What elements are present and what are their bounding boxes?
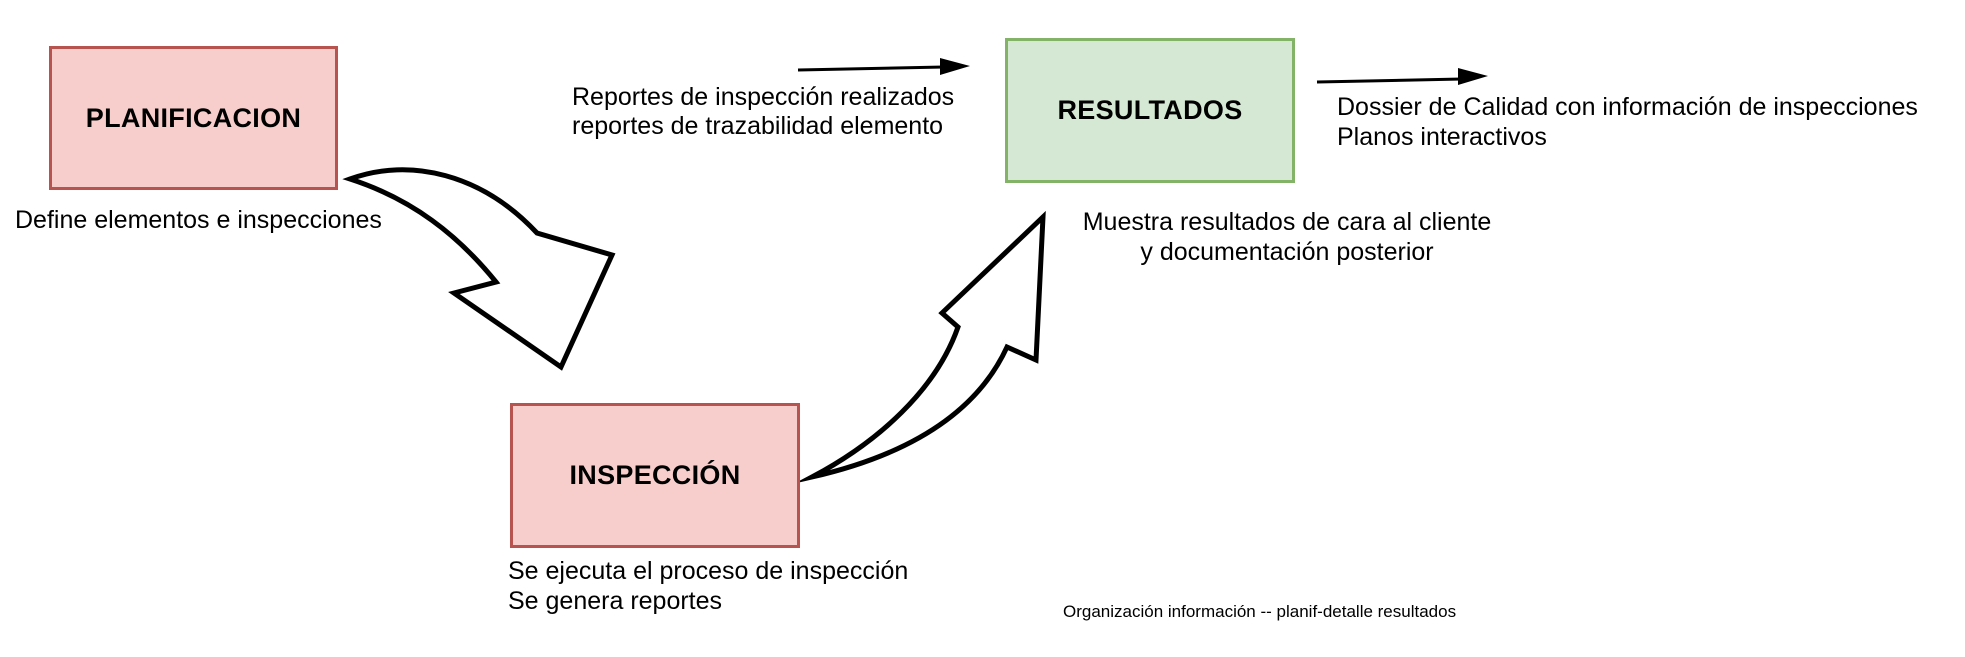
diagram-caption: Organización información -- planif-detalle resultados — [1063, 602, 1457, 621]
curved-arrow-planificacion-to-inspeccion-icon — [350, 170, 612, 367]
node-resultados-label: RESULTADOS — [1057, 95, 1243, 125]
inspeccion-note-line2: Se genera reportes — [508, 587, 723, 615]
flow-label-resultados-output — [1337, 92, 1918, 152]
flow-label-inspeccion-to-resultados-line1: Reportes de inspección realizados — [572, 83, 955, 111]
resultados-note-line1: Muestra resultados de cara al cliente — [1082, 208, 1492, 236]
flow-label-inspeccion-to-resultados — [572, 83, 954, 141]
curved-arrow-inspeccion-to-resultados-icon — [812, 217, 1043, 477]
planificacion-note: Define elementos e inspecciones — [15, 206, 382, 234]
node-planificacion-label: PLANIFICACION — [85, 102, 302, 133]
inspeccion-note-line1: Se ejecuta el proceso de inspección — [508, 557, 909, 585]
node-inspeccion — [510, 403, 800, 548]
node-inspeccion-label: INSPECCIÓN — [569, 460, 741, 490]
flow-label-resultados-output-line1: Dossier de Calidad con información de inspecciones — [1337, 93, 1918, 121]
straight-arrow-to-resultados-icon — [798, 58, 970, 75]
node-resultados — [1005, 38, 1295, 183]
inspeccion-note — [508, 556, 908, 616]
node-planificacion — [49, 46, 338, 190]
resultados-note — [1037, 207, 1537, 267]
straight-arrow-from-resultados-icon — [1317, 68, 1488, 85]
resultados-note-line2: y documentación posterior — [1140, 238, 1434, 266]
flow-label-inspeccion-to-resultados-line2: reportes de trazabilidad elemento — [572, 112, 944, 140]
flow-label-resultados-output-line2: Planos interactivos — [1337, 123, 1547, 151]
